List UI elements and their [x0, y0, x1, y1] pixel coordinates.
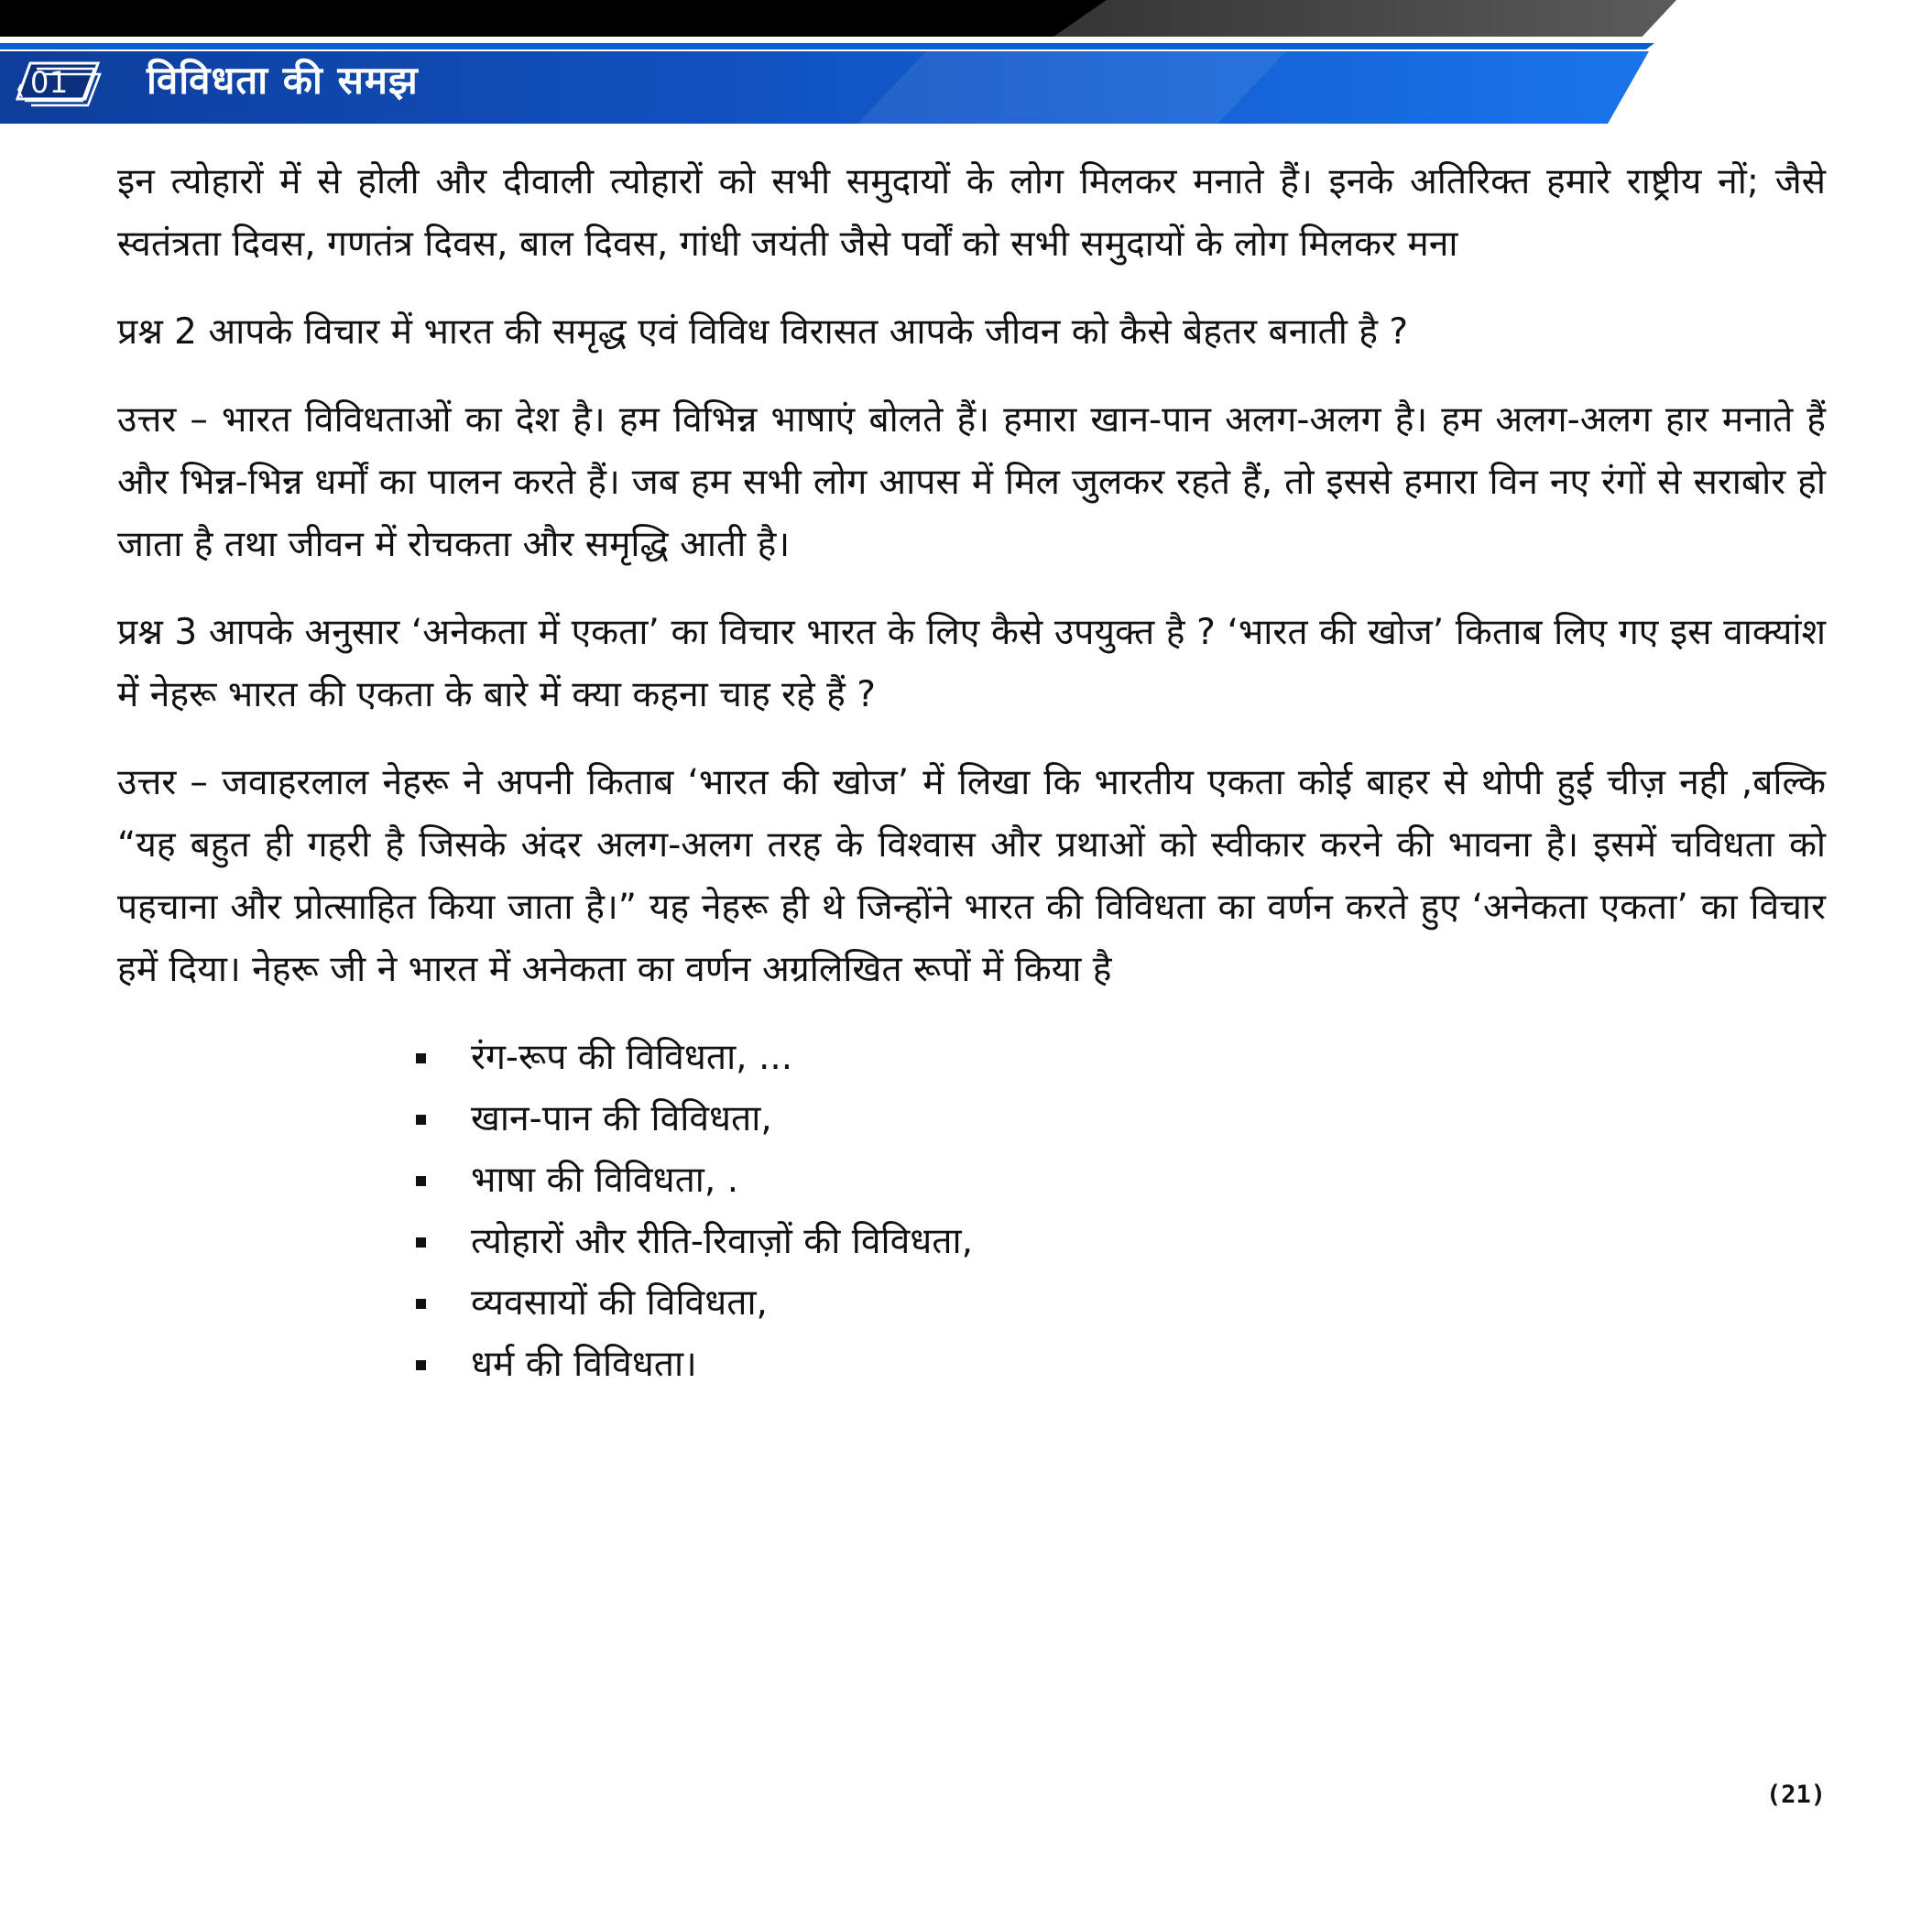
- square-bullet-icon: [416, 1176, 426, 1186]
- square-bullet-icon: [416, 1360, 426, 1370]
- list-item-text: व्यवसायों की विविधता,: [471, 1282, 768, 1324]
- list-item: [416, 1027, 1826, 1088]
- diversity-list: [416, 1027, 1826, 1395]
- list-item: [416, 1272, 1826, 1334]
- chapter-number: 01: [30, 65, 69, 100]
- question-3: प्रश्न 3 आपके अनुसार ‘अनेकता में एकता’ का विचार भारत के लिए कैसे उपयुक्त है ? ‘भारत की खोज’ किताब लिए गए इस वाक्यांश में नेहरू भारत की एकता के बारे में क्या कहना चाह रहे हैं ?: [117, 612, 1826, 715]
- chapter-title: विविधता की समझ: [147, 58, 419, 103]
- list-item-text: त्योहारों और रीति-रिवाज़ों की विविधता,: [471, 1221, 973, 1262]
- list-item: [416, 1088, 1826, 1150]
- page-number: (21): [1765, 1781, 1826, 1809]
- answer-2: उत्तर – भारत विविधताओं का देश है। हम विभिन्न भाषाएं बोलते हैं। हमारा खान-पान अलग-अलग है। हम अलग-अलग हार मनाते हैं और भिन्न-भिन्न धर्मों का पालन करते हैं। जब हम सभी लोग आपस में मिल जुलकर रहते हैं, तो इससे हमारा विन नए रंगों से सराबोर हो जाता है तथा जीवन में रोचकता और समृद्धि आती है।: [117, 399, 1826, 565]
- list-item: [416, 1150, 1826, 1211]
- list-item-text: भाषा की विविधता, .: [471, 1160, 739, 1201]
- list-item-text: धर्म की विविधता।: [471, 1344, 697, 1385]
- square-bullet-icon: [416, 1115, 426, 1125]
- top-gray-bar: [1053, 0, 1676, 37]
- square-bullet-icon: [416, 1299, 426, 1309]
- question-2: प्रश्न 2 आपके विचार में भारत की समृद्ध एवं विविध विरासत आपके जीवन को कैसे बेहतर बनाती है ?: [117, 311, 1409, 353]
- list-item: [416, 1334, 1826, 1395]
- list-item-text: खान-पान की विविधता,: [471, 1098, 772, 1139]
- page-content: [117, 151, 1826, 1395]
- list-item: [416, 1211, 1826, 1272]
- top-blue-line: [0, 43, 1654, 49]
- answer-3: उत्तर – जवाहरलाल नेहरू ने अपनी किताब ‘भारत की खोज’ में लिखा कि भारतीय एकता कोई बाहर से थोपी हुई चीज़ नही ,बल्कि “यह बहुत ही गहरी है जिसके अंदर अलग-अलग तरह के विश्वास और प्रथाओं को स्वीकार करने की भावना है। इसमें चविधता को पहचाना और प्रोत्साहित किया जाता है।” यह नेहरू ही थे जिन्होंने भारत की विविधता का वर्णन करते हुए ‘अनेकता एकता’ का विचार हमें दिया। नेहरू जी ने भारत में अनेकता का वर्णन अग्रलिखित रूपों में किया है: [117, 762, 1826, 990]
- square-bullet-icon: [416, 1237, 426, 1248]
- paragraph-festivals: इन त्योहारों में से होली और दीवाली त्योहारों को सभी समुदायों के लोग मिलकर मनाते हैं। इनके अतिरिक्त हमारे राष्ट्रीय नों; जैसे स्वतंत्रता दिवस, गणतंत्र दिवस, बाल दिवस, गांधी जयंती जैसे पर्वों को सभी समुदायों के लोग मिलकर मना: [117, 161, 1826, 265]
- square-bullet-icon: [416, 1053, 426, 1063]
- list-item-text: रंग-रूप की विविधता, ...: [471, 1037, 793, 1078]
